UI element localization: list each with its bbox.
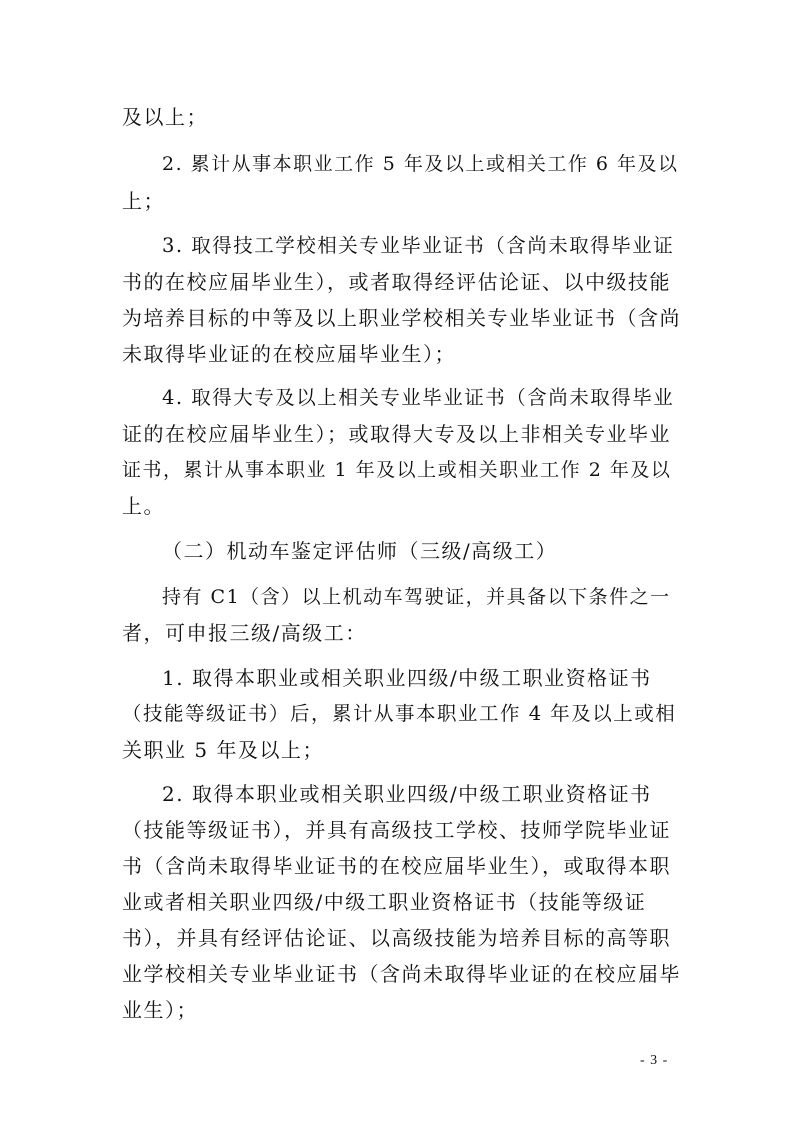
text-line: 业生）；	[122, 998, 198, 1022]
text-line: 及以上；	[122, 105, 208, 129]
text-line: 为培养目标的中等及以上职业学校相关专业毕业证书（含尚	[122, 306, 681, 330]
text-line: 2. 取得本职业或相关职业四级/中级工职业资格证书	[162, 782, 652, 806]
text-line: （技能等级证书）后，累计从事本职业工作 4 年及以上或相	[122, 702, 677, 725]
text-line: 证书，累计从事本职业 1 年及以上或相关职业工作 2 年及以	[122, 459, 672, 481]
text-line: 上；	[122, 189, 165, 213]
text-line: 证的在校应届毕业生）；或取得大专及以上非相关专业毕业	[122, 422, 671, 446]
text-line: 关职业 5 年及以上；	[122, 738, 324, 762]
text-line: 者，可申报三级/高级工：	[122, 621, 367, 645]
text-line: 4. 取得大专及以上相关专业毕业证书（含尚未取得毕业	[162, 386, 675, 409]
page-number: - 3 -	[640, 1053, 669, 1068]
text-line: 1. 取得本职业或相关职业四级/中级工职业资格证书	[162, 666, 652, 690]
text-line: 上。	[122, 494, 165, 518]
text-line: 业学校相关专业毕业证书（含尚未取得毕业证的在校应届毕	[122, 962, 681, 986]
text-line: 书（含尚未取得毕业证书的在校应届毕业生），或取得本职	[122, 854, 671, 878]
text-line: 3. 取得技工学校相关专业毕业证书（含尚未取得毕业证	[162, 234, 675, 257]
text-line: 书的在校应届毕业生），或者取得经评估论证、以中级技能	[122, 270, 671, 294]
text-line: 2. 累计从事本职业工作 5 年及以上或相关工作 6 年及以	[162, 153, 679, 175]
text-line: （技能等级证书），并具有高级技工学校、技师学院毕业证	[122, 818, 671, 842]
section-heading: （二）机动车鉴定评估师（三级/高级工）	[162, 539, 558, 563]
text-line: 书），并具有经评估论证、以高级技能为培养目标的高等职	[122, 926, 671, 950]
text-line: 持有 C1（含）以上机动车驾驶证，并具备以下条件之一	[162, 586, 671, 608]
text-line: 业或者相关职业四级/中级工职业资格证书（技能等级证	[122, 890, 647, 914]
text-line: 未取得毕业证的在校应届毕业生）；	[122, 342, 456, 366]
